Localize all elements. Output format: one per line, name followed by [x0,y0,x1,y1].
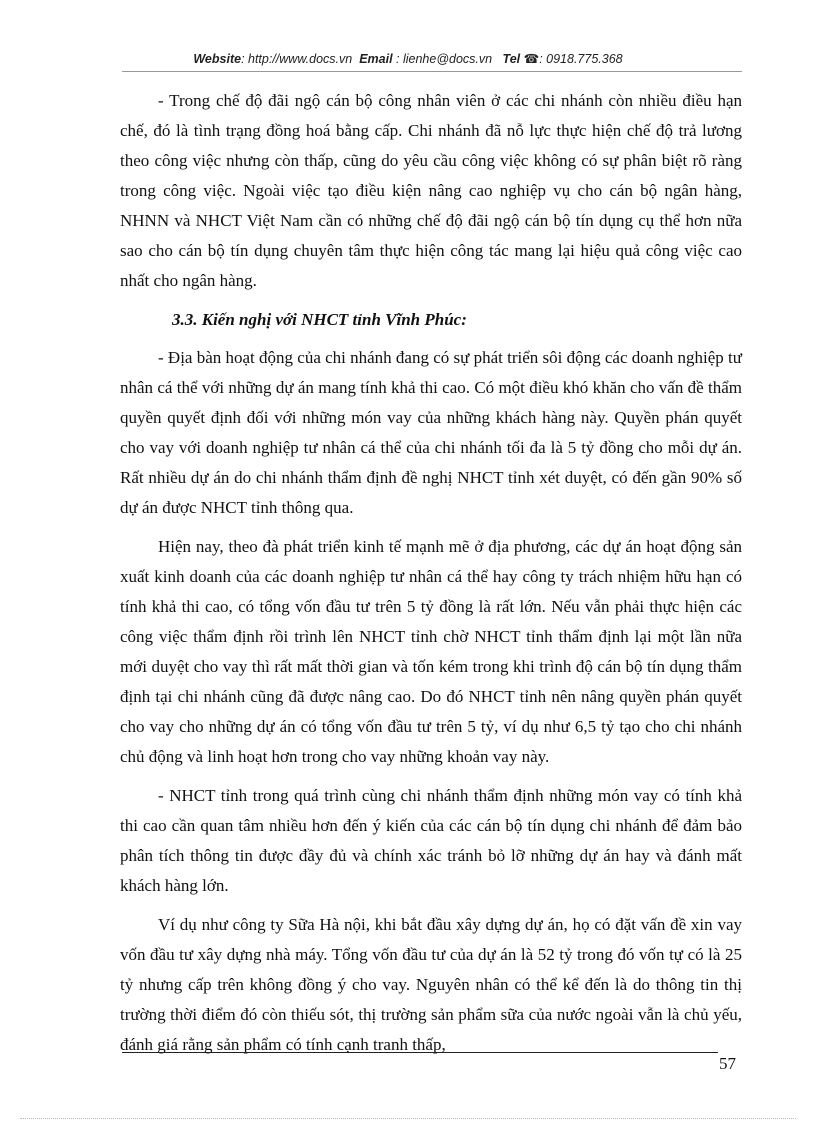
tel-label: Tel [502,52,521,66]
email-label: Email [359,52,393,66]
page-header [0,51,816,66]
phone-icon: ☎ [523,52,540,66]
document-body [120,86,742,1069]
paragraph: - NHCT tỉnh trong quá trình cùng chi nhánh thẩm định những món vay có tính khả thi cao cần quan tâm nhiều hơn đến ý kiến của các cán bộ tín dụng chi nhánh để đảm bảo phân tích thông tin được đầy đủ và chính xác tránh bỏ lỡ những dự án hay và đánh mất khách hàng lớn. [120,786,742,895]
page-bottom-border [20,1118,796,1119]
website-url[interactable]: : http://www.docs.vn [241,52,353,66]
tel-number: : 0918.775.368 [539,52,623,66]
paragraph: Ví dụ như công ty Sữa Hà nội, khi bắt đầu xây dựng dự án, họ có đặt vấn đề xin vay vốn đầu tư xây dựng nhà máy. Tổng vốn đầu tư của dự án là 52 tỷ trong đó vốn tự có là 25 tỷ nhưng cấp trên không đồng ý cho vay. Nguyên nhân có thể kể đến là do thông tin thị trường thời điểm đó còn thiếu sót, thị trường sản phẩm sữa của nước ngoài vẫn là chủ yếu, đánh giá rằng sản phẩm có tính cạnh tranh thấp, [120,915,742,1054]
header-divider [122,71,742,72]
paragraph: Hiện nay, theo đà phát triển kinh tế mạnh mẽ ở địa phương, các dự án hoạt động sản xuất kinh doanh của các doanh nghiệp tư nhân cá thể hay công ty trách nhiệm hữu hạn có tính khả thi cao, có tổng vốn đầu tư trên 5 tỷ đồng là rất lớn. Nếu vẫn phải thực hiện các công việc thẩm định rồi trình lên NHCT tỉnh chờ NHCT tỉnh thẩm định lại một lần nữa mới duyệt cho vay thì rất mất thời gian và tốn kém trong khi trình độ cán bộ tín dụng thẩm định tại chi nhánh cũng đã được nâng cao. Do đó NHCT tỉnh nên nâng quyền phán quyết cho vay cho những dự án có tổng vốn đầu tư trên 5 tỷ, ví dụ như 6,5 tỷ tạo cho chi nhánh chủ động và linh hoạt hơn trong cho vay những khoản vay này. [120,537,742,766]
section-heading: 3.3. Kiến nghị với NHCT tỉnh Vĩnh Phúc: [172,310,467,329]
website-label: Website [193,52,242,66]
footer-divider [122,1052,718,1053]
email-address[interactable]: : lienhe@docs.vn [396,52,493,66]
page-number: 57 [719,1054,736,1073]
paragraph: - Địa bàn hoạt động của chi nhánh đang có sự phát triển sôi động các doanh nghiệp tư nhân cá thể với những dự án mang tính khả thi cao. Có một điều khó khăn cho vấn đề thẩm quyền quyết định đối với những món vay của những khách hàng này. Quyền phán quyết cho vay với doanh nghiệp tư nhân cá thể của chi nhánh tối đa là 5 tỷ đồng cho mỗi dự án. Rất nhiều dự án do chi nhánh thẩm định đề nghị NHCT tỉnh xét duyệt, có đến gần 90% số dự án được NHCT tỉnh thông qua. [120,348,742,517]
paragraph: - Trong chế độ đãi ngộ cán bộ công nhân viên ở các chi nhánh còn nhiều điều hạn chế, đó là tình trạng đồng hoá bằng cấp. Chi nhánh đã nỗ lực thực hiện chế độ trả lương theo công việc nhưng còn thấp, cũng do yêu cầu công việc không có sự phân biệt rõ ràng trong công việc. Ngoài việc tạo điều kiện nâng cao nghiệp vụ cho cán bộ ngân hàng, NHNN và NHCT Việt Nam cần có những chế độ đãi ngộ cán bộ tín dụng cụ thể hơn nữa sao cho cán bộ tín dụng chuyên tâm thực hiện công tác mang lại hiệu quả công việc cao nhất cho ngân hàng. [120,91,742,290]
